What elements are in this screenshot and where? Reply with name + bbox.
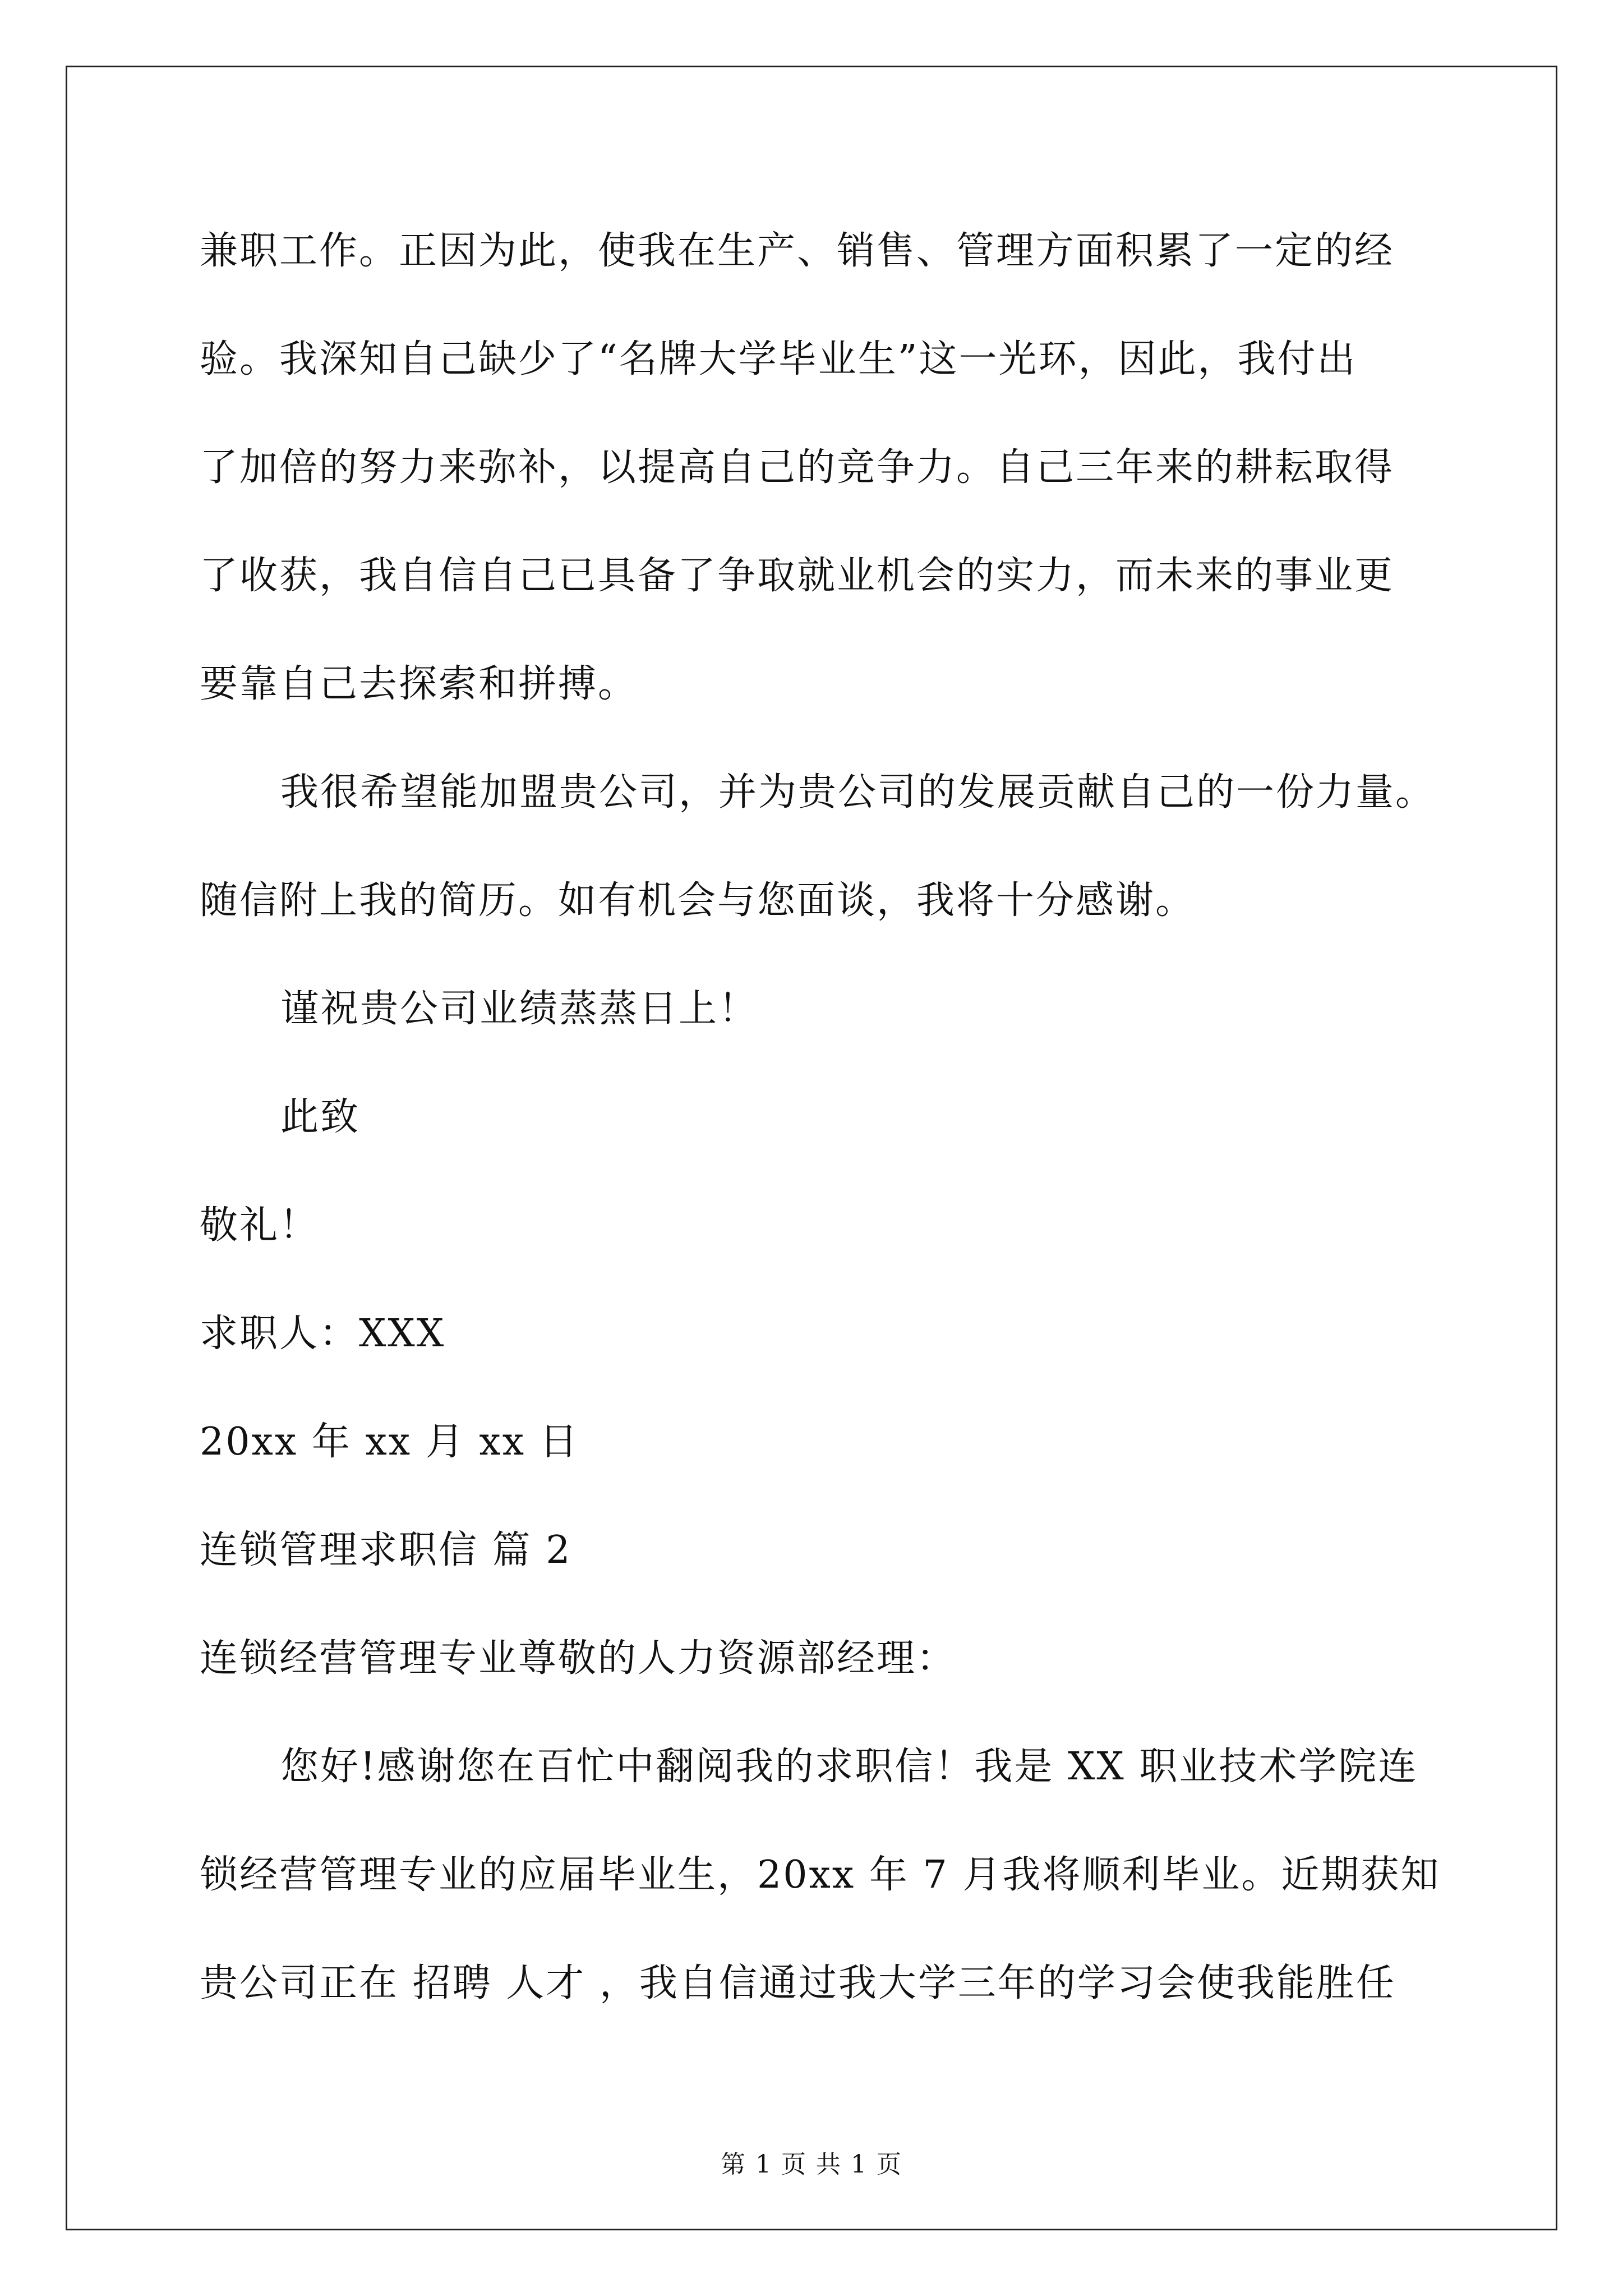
letter-body-line-2: 锁经营管理专业的应届毕业生，20xx 年 7 月我将顺利毕业。近期获知: [200, 1853, 1441, 1897]
body-line-2: 验。我深知自己缺少了“名牌大学毕业生”这一光环，因此，我付出: [200, 337, 1357, 381]
applicant-name: 求职人：XXX: [200, 1312, 446, 1356]
paragraph-line-2: 随信附上我的简历。如有机会与您面谈，我将十分感谢。: [200, 878, 1196, 923]
closing-jingli: 敬礼！: [200, 1203, 320, 1248]
body-line-4: 了收获，我自信自己已具备了争取就业机会的实力，而未来的事业更: [200, 554, 1395, 598]
letter-body-line-3: 贵公司正在 招聘 人才 ，我自信通过我大学三年的学习会使我能胜任: [200, 1961, 1396, 2005]
page-footer: 第 1 页 共 1 页: [721, 2150, 902, 2179]
page-border: [66, 66, 1557, 2230]
body-line-5: 要靠自己去探索和拼搏。: [200, 662, 638, 706]
letter-date: 20xx 年 xx 月 xx 日: [200, 1420, 579, 1464]
closing-wish: 谨祝贵公司业绩蒸蒸日上！: [280, 987, 759, 1031]
salutation: 连锁经营管理专业尊敬的人力资源部经理：: [200, 1636, 957, 1681]
paragraph-line-1: 我很希望能加盟贵公司，并为贵公司的发展贡献自己的一份力量。: [280, 770, 1436, 815]
closing-cizhi: 此致: [280, 1095, 361, 1139]
letter-body-line-1: 您好!感谢您在百忙中翻阅我的求职信！我是 XX 职业技术学院连: [280, 1745, 1418, 1789]
body-line-1: 兼职工作。正因为此，使我在生产、销售、管理方面积累了一定的经: [200, 229, 1395, 273]
section-title: 连锁管理求职信 篇 2: [200, 1528, 572, 1572]
body-line-3: 了加倍的努力来弥补，以提高自己的竞争力。自己三年来的耕耘取得: [200, 445, 1395, 490]
